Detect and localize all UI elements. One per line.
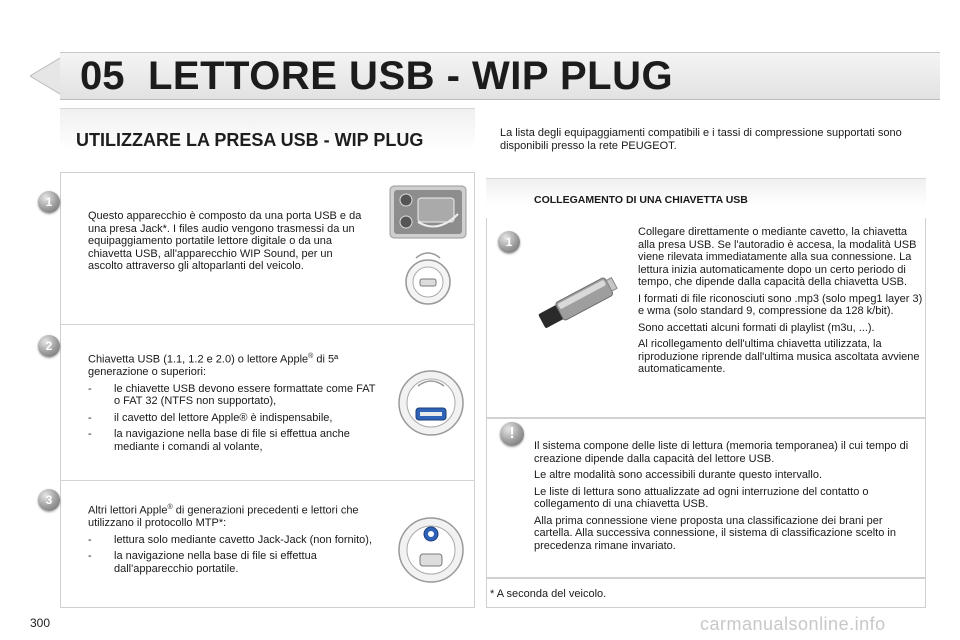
step-2-sup: ® bbox=[308, 353, 314, 360]
step-2-intro-b: di 5ª generazione o superiori: bbox=[88, 353, 339, 379]
step-3-badge: 3 bbox=[38, 489, 60, 511]
footnote: * A seconda del veicolo. bbox=[490, 588, 607, 600]
step-1-paragraph: Questo apparecchio è composto da una porta USB e da una presa Jack*. I files audio vengono trasmessi da un equipaggiamento portatile lettore digitale o da una chiavetta USB, all'apparecchio WIP Sound, per un ascolto attraverso gli altoparlanti del veicolo. bbox=[88, 210, 362, 272]
warning-paragraph-1: Il sistema compone delle liste di lettura (memoria temporanea) il cui tempo di creazione dipende dalla capacità del lettore USB. bbox=[534, 440, 909, 465]
step-3-sup: ® bbox=[167, 504, 173, 511]
warning-paragraph-2: Le altre modalità sono accessibili durante questo intervallo. bbox=[534, 469, 822, 481]
step-separator-2 bbox=[60, 480, 475, 481]
chapter-title: LETTORE USB - WIP PLUG bbox=[148, 54, 674, 98]
warning-icon: ! bbox=[500, 422, 524, 446]
intro-text: La lista degli equipaggiamenti compatibili e i tassi di compressione supportati sono disponibili presso la rete PEUGEOT. bbox=[500, 127, 902, 152]
step-separator-1 bbox=[60, 324, 475, 325]
warning-paragraph-3: Le liste di lettura sono attualizzate ad ogni interruzione del contatto o collegamento di una chiavetta USB. bbox=[534, 485, 869, 510]
usb-section-title: COLLEGAMENTO DI UNA CHIAVETTA USB bbox=[534, 194, 748, 206]
usb-paragraph-2: I formati di file riconosciuti sono .mp3 (solo mpeg1 layer 3) e wma (solo standard 9, compressione da 128 k/bit). bbox=[638, 292, 923, 317]
usb-section-text bbox=[638, 226, 923, 380]
usb-jack-socket-illustration bbox=[388, 184, 468, 314]
chapter-number: 05 bbox=[80, 54, 125, 98]
step-1-text bbox=[88, 210, 368, 277]
list-item: - lettura solo mediante cavetto Jack-Jack (non fornito), bbox=[88, 533, 373, 546]
step-3-intro-b: di generazioni precedenti e lettori che utilizzano il protocollo MTP*: bbox=[88, 504, 359, 530]
step-3-text bbox=[88, 502, 378, 579]
usb-paragraph-1: Collegare direttamente o mediante cavetto, la chiavetta alla presa USB. Se l'autoradio è accesa, la modalità USB viene rilevata immediatamente alla sua connessione. La lettura inizia automaticamente dopo un certo periodo di tempo, che dipende dalla capacità della chiavetta USB. bbox=[638, 226, 917, 288]
section-title: UTILIZZARE LA PRESA USB - WIP PLUG bbox=[76, 130, 424, 150]
list-item: - le chiavette USB devono essere formattate come FAT o FAT 32 (NTFS non supportato), bbox=[88, 382, 376, 408]
watermark: carmanualsonline.info bbox=[700, 614, 886, 634]
step-1-badge: 1 bbox=[38, 191, 60, 213]
list-item: - la navigazione nella base di file si effettua anche mediante i comandi al volante, bbox=[88, 428, 350, 453]
list-item: - il cavetto del lettore Apple® è indispensabile, bbox=[88, 411, 333, 424]
list-item: - la navigazione nella base di file si effettua dall'apparecchio portatile. bbox=[88, 550, 317, 575]
warning-text bbox=[534, 440, 919, 556]
warning-separator bbox=[486, 418, 926, 419]
page-number: 300 bbox=[30, 616, 51, 630]
usb-step-1-badge: 1 bbox=[498, 231, 520, 253]
step-2-intro-a: Chiavetta USB (1.1, 1.2 e 2.0) o lettore Apple bbox=[88, 353, 309, 366]
step-3-intro-a: Altri lettori Apple bbox=[88, 504, 168, 517]
usb-paragraph-3: Sono accettati alcuni formati di playlist (m3u, ...). bbox=[638, 321, 875, 334]
step-2-text bbox=[88, 351, 378, 457]
usb-socket-illustration bbox=[396, 368, 466, 438]
warning-paragraph-4: Alla prima connessione viene proposta una classificazione dei brani per cartella. Alla successiva connessione, il sistema di classificazione scelto in precedenza rimane invariato. bbox=[534, 514, 896, 552]
jack-socket-illustration bbox=[396, 512, 466, 588]
usb-paragraph-4: Al ricollegamento dell'ultima chiavetta utilizzata, la riproduzione riprende dall'ultima musica ascoltata avviene automaticamente. bbox=[638, 338, 920, 375]
step-2-badge: 2 bbox=[38, 335, 60, 357]
usb-stick-illustration bbox=[530, 270, 620, 340]
